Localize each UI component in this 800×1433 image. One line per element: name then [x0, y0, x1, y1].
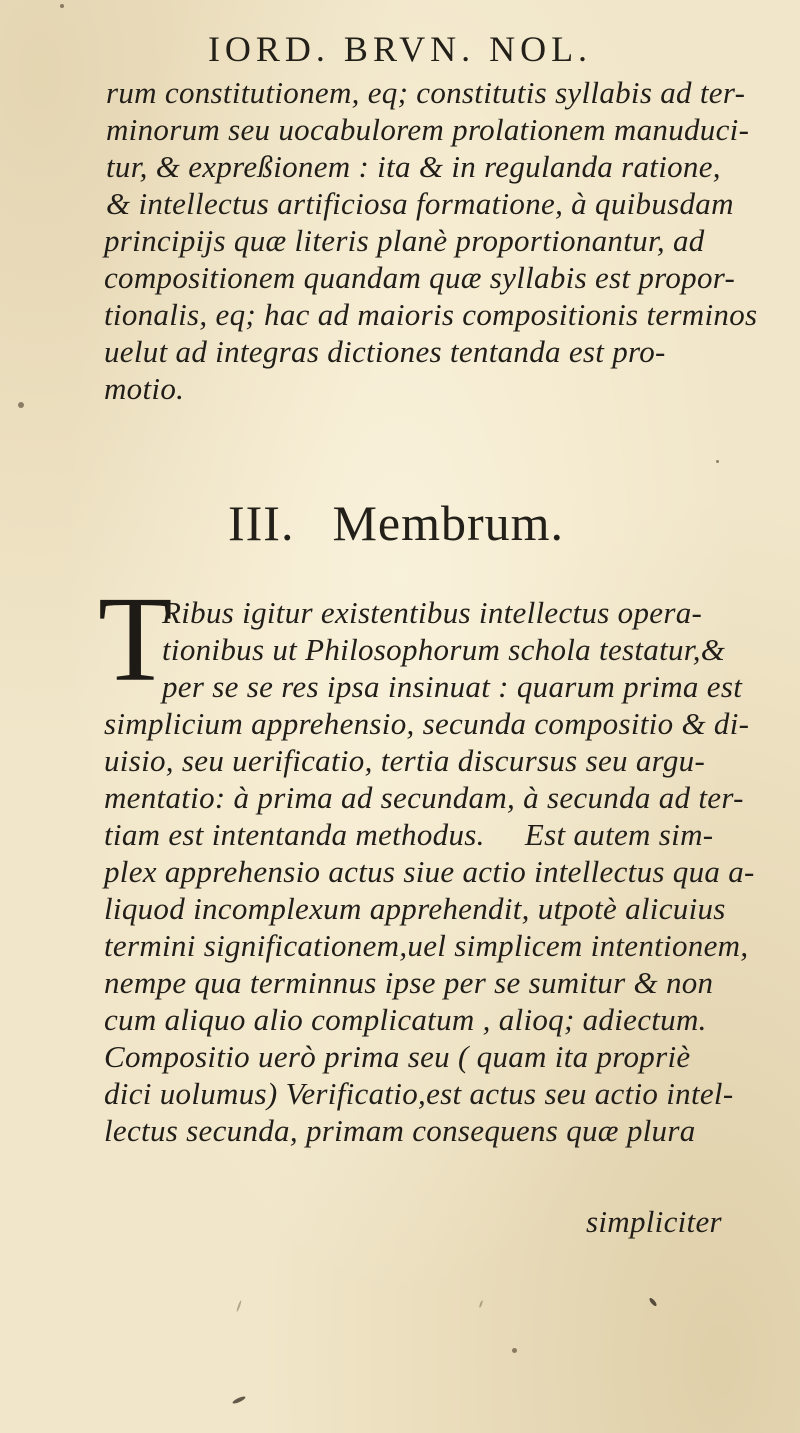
text-line: simplicium apprehensio, secunda compositio & di-	[104, 706, 750, 741]
text-line: termini significationem,uel simplicem intentionem,	[104, 928, 749, 963]
text-line: compositionem quandam quæ syllabis est propor-	[104, 260, 736, 295]
paper-speck	[512, 1348, 517, 1353]
text-line: tiam est intentanda methodus. Est autem sim-	[104, 817, 714, 852]
paper-speck	[18, 402, 24, 408]
text-line: mentatio: à prima ad secundam, à secunda ad ter-	[104, 780, 744, 815]
text-line: plex apprehensio actus siue actio intellectus qua a-	[104, 854, 755, 889]
section-heading	[228, 494, 564, 552]
section-title: Membrum.	[332, 495, 565, 551]
paper-speck	[60, 4, 64, 8]
text-line: uelut ad integras dictiones tentanda est pro-	[104, 334, 666, 369]
text-line: principijs quæ literis planè proportionantur, ad	[104, 223, 705, 258]
section-number: III.	[228, 495, 295, 551]
text-line: per se se res ipsa insinuat : quarum prima est	[162, 669, 743, 704]
ink-mark	[648, 1297, 657, 1307]
text-line: tionalis, eq; hac ad maioris compositionis terminos	[104, 297, 758, 332]
text-line: Ribus igitur existentibus intellectus opera-	[162, 595, 703, 630]
catchword: simpliciter	[586, 1204, 722, 1239]
text-line: liquod incomplexum apprehendit, utpotè alicuius	[104, 891, 726, 926]
drop-capital: T	[98, 572, 173, 707]
text-line: tionibus ut Philosophorum schola testatur,&	[162, 632, 726, 667]
text-line: cum aliquo alio complicatum , alioq; adiectum.	[104, 1002, 707, 1037]
text-line: motio.	[104, 371, 185, 406]
text-line: minorum seu uocabulorem prolationem manuduci-	[106, 112, 750, 147]
paper-speck	[716, 460, 719, 463]
text-line: nempe qua terminnus ipse per se sumitur & non	[104, 965, 714, 1000]
text-line: dici uolumus) Verificatio,est actus seu actio intel-	[104, 1076, 734, 1111]
paper-speck	[236, 1300, 242, 1312]
paper-speck	[479, 1300, 484, 1308]
running-head: IORD. BRVN. NOL.	[207, 29, 593, 69]
text-line: lectus secunda, primam consequens quæ plura	[104, 1113, 696, 1148]
ink-mark	[232, 1395, 246, 1405]
text-line: & intellectus artificiosa formatione, à quibusdam	[106, 186, 734, 221]
text-line: uisio, seu uerificatio, tertia discursus seu argu-	[104, 743, 706, 778]
text-line: Compositio uerò prima seu ( quam ita propriè	[104, 1039, 691, 1074]
text-line: tur, & expreßionem : ita & in regulanda ratione,	[106, 149, 721, 184]
text-line: rum constitutionem, eq; constitutis syllabis ad ter-	[106, 75, 746, 110]
